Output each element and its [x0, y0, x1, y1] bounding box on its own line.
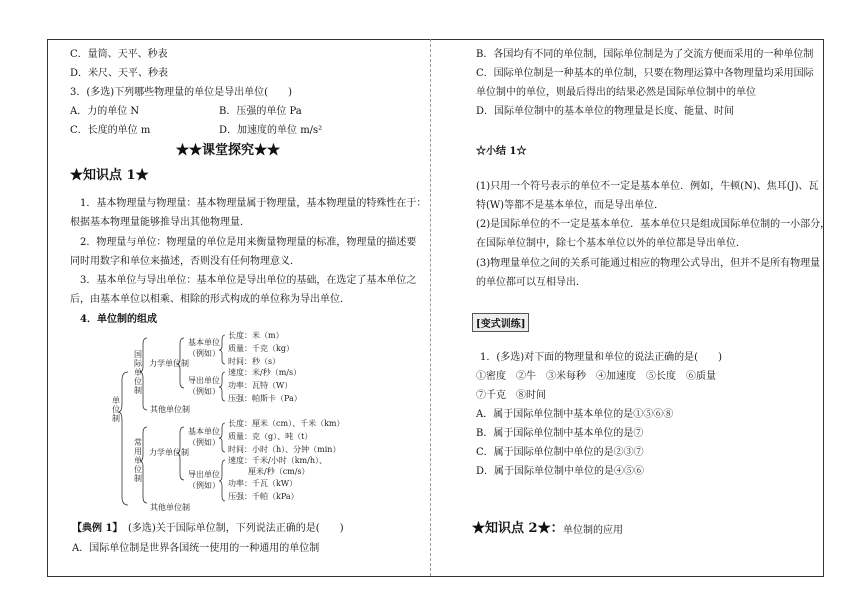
common-derived-eg: （例如） [188, 481, 220, 490]
common-derived-label: 导出单位 [188, 470, 220, 479]
practice-tag: [变式训练] [472, 313, 529, 332]
q3-option-a: A．力的单位 N [70, 106, 140, 117]
knowledge-point-1-heading: ★知识点 1★ [70, 168, 149, 183]
common-derived-item: 速度：千米/小时（km/h）、 [228, 456, 327, 465]
diagram-common-label: 常用单位制 [134, 438, 142, 483]
summary-point-1-line-2: 特(W)等都不是基本单位，而是导出单位． [476, 200, 665, 211]
diagram-si-label: 国际单位制 [134, 350, 142, 395]
si-derived-item: 速度：米/秒（m/s） [228, 368, 302, 377]
si-derived-label: 导出单位 [188, 376, 220, 385]
section-title: ★★课堂探究★★ [176, 143, 281, 158]
example-1-option-a: A．国际单位制是世界各国统一使用的一种通用的单位制 [72, 543, 320, 554]
common-base-label: 基本单位 [188, 427, 220, 436]
practice-option-a: A．属于国际单位制中基本单位的是①⑤⑥⑧ [476, 409, 674, 420]
practice-option-d: D．属于国际单位制中单位的是④⑤⑥ [476, 466, 645, 477]
example-1-option-d: D．国际单位制中的基本单位的物理量是长度、能量、时间 [476, 106, 735, 117]
knowledge-point-2-topic: 单位制的应用 [563, 525, 623, 536]
example-1-label: 【典例 1】 [72, 523, 123, 534]
paragraph-4-heading: 4．单位制的组成 [80, 314, 157, 325]
q3-option-d: D．加速度的单位 m/s² [219, 125, 323, 136]
practice-question-1: 1．(多选)对下面的物理量和单位的说法正确的是( ) [480, 352, 722, 363]
practice-items-line-2: ⑦千克 ⑧时间 [476, 390, 546, 401]
si-base-eg: （例如） [188, 349, 220, 358]
option-d: D．米尺、天平、秒表 [70, 68, 169, 79]
common-base-item: 质量：克（g）、吨（t） [228, 432, 313, 441]
summary-point-2-line-2: 在国际单位制中，除七个基本单位以外的单位都是导出单位． [476, 238, 746, 249]
example-1-question: (多选)关于国际单位制，下列说法正确的是( ) [128, 523, 344, 534]
si-base-label: 基本单位 [188, 338, 220, 347]
knowledge-point-2-heading: ★知识点 2★： [472, 521, 564, 536]
example-1-option-c-line-2: 单位制中的单位，则最后得出的结果必然是国际单位制中的单位 [476, 87, 756, 98]
summary-point-1-line-1: (1)只用一个符号表示的单位不一定是基本单位．例如，牛顿(N)、焦耳(J)、瓦 [476, 181, 819, 192]
diagram-root-label: 单位制 [112, 396, 120, 423]
summary-point-2-line-1: (2)是国际单位的不一定是基本单位．基本单位只是组成国际单位制的一小部分， [476, 219, 831, 230]
paragraph-2-line-2: 同时用数字和单位来描述，否则没有任何物理意义． [70, 256, 300, 267]
paragraph-1-line-1: 1．基本物理量与物理量：基本物理量属于物理量，基本物理量的特殊性在于： [80, 198, 427, 209]
summary-point-3-line-1: (3)物理量单位之间的关系可能通过相应的物理公式导出，但并不是所有物理量 [476, 258, 821, 269]
common-base-item: 长度：厘米（cm）、千米（km） [228, 419, 345, 428]
si-other-label: 其他单位制 [150, 405, 190, 414]
si-base-item: 长度：米（m） [228, 331, 284, 340]
si-base-item: 时间：秒（s） [228, 357, 281, 366]
common-derived-item: 功率：千瓦（kW） [228, 479, 298, 488]
common-derived-item: 压强：千帕（kPa） [228, 492, 299, 501]
common-base-item: 时间：小时（h）、分钟（min） [228, 445, 341, 454]
q3-option-b: B．压强的单位 Pa [219, 106, 302, 117]
common-base-eg: （例如） [188, 438, 220, 447]
practice-items-line-1: ①密度 ②牛 ③米每秒 ④加速度 ⑤长度 ⑥质量 [476, 371, 716, 382]
paragraph-3-line-2: 后，由基本单位以相乘、相除的形式构成的单位称为导出单位． [70, 294, 350, 305]
option-c: C．量筒、天平、秒表 [70, 49, 168, 60]
si-derived-eg: （例如） [188, 387, 220, 396]
common-other-label: 其他单位制 [150, 503, 190, 512]
practice-option-c: C．属于国际单位制中单位的是②③⑦ [476, 447, 644, 458]
common-derived-item: 厘米/秒（cm/s） [248, 467, 310, 476]
si-base-item: 质量：千克（kg） [228, 344, 294, 353]
practice-option-b: B．属于国际单位制中基本单位的是⑦ [476, 428, 644, 439]
paragraph-1-line-2: 根据基本物理量能够推导出其他物理量． [70, 217, 250, 228]
example-1-option-c-line-1: C．国际单位制是一种基本的单位制，只要在物理运算中各物理量均采用国际 [476, 68, 814, 79]
paragraph-3-line-1: 3．基本单位与导出单位：基本单位是导出单位的基础，在选定了基本单位之 [80, 275, 417, 286]
example-1-option-b: B．各国均有不同的单位制，国际单位制是为了交流方便而采用的一种单位制 [476, 49, 814, 60]
column-divider [430, 39, 431, 576]
q3-option-c: C．长度的单位 m [70, 125, 151, 136]
question-3: 3．(多选)下列哪些物理量的单位是导出单位( ) [70, 87, 292, 98]
si-derived-item: 功率：瓦特（W） [228, 381, 293, 390]
paragraph-2-line-1: 2．物理量与单位：物理量的单位是用来衡量物理量的标准，物理量的描述要 [80, 237, 417, 248]
summary-point-3-line-2: 的单位都可以互相导出． [476, 277, 586, 288]
si-derived-item: 压强：帕斯卡（Pa） [228, 394, 302, 403]
common-mech-label: 力学单位制 [149, 448, 189, 457]
summary-1-heading: ☆小结 1☆ [476, 146, 527, 157]
si-mech-label: 力学单位制 [149, 359, 189, 368]
